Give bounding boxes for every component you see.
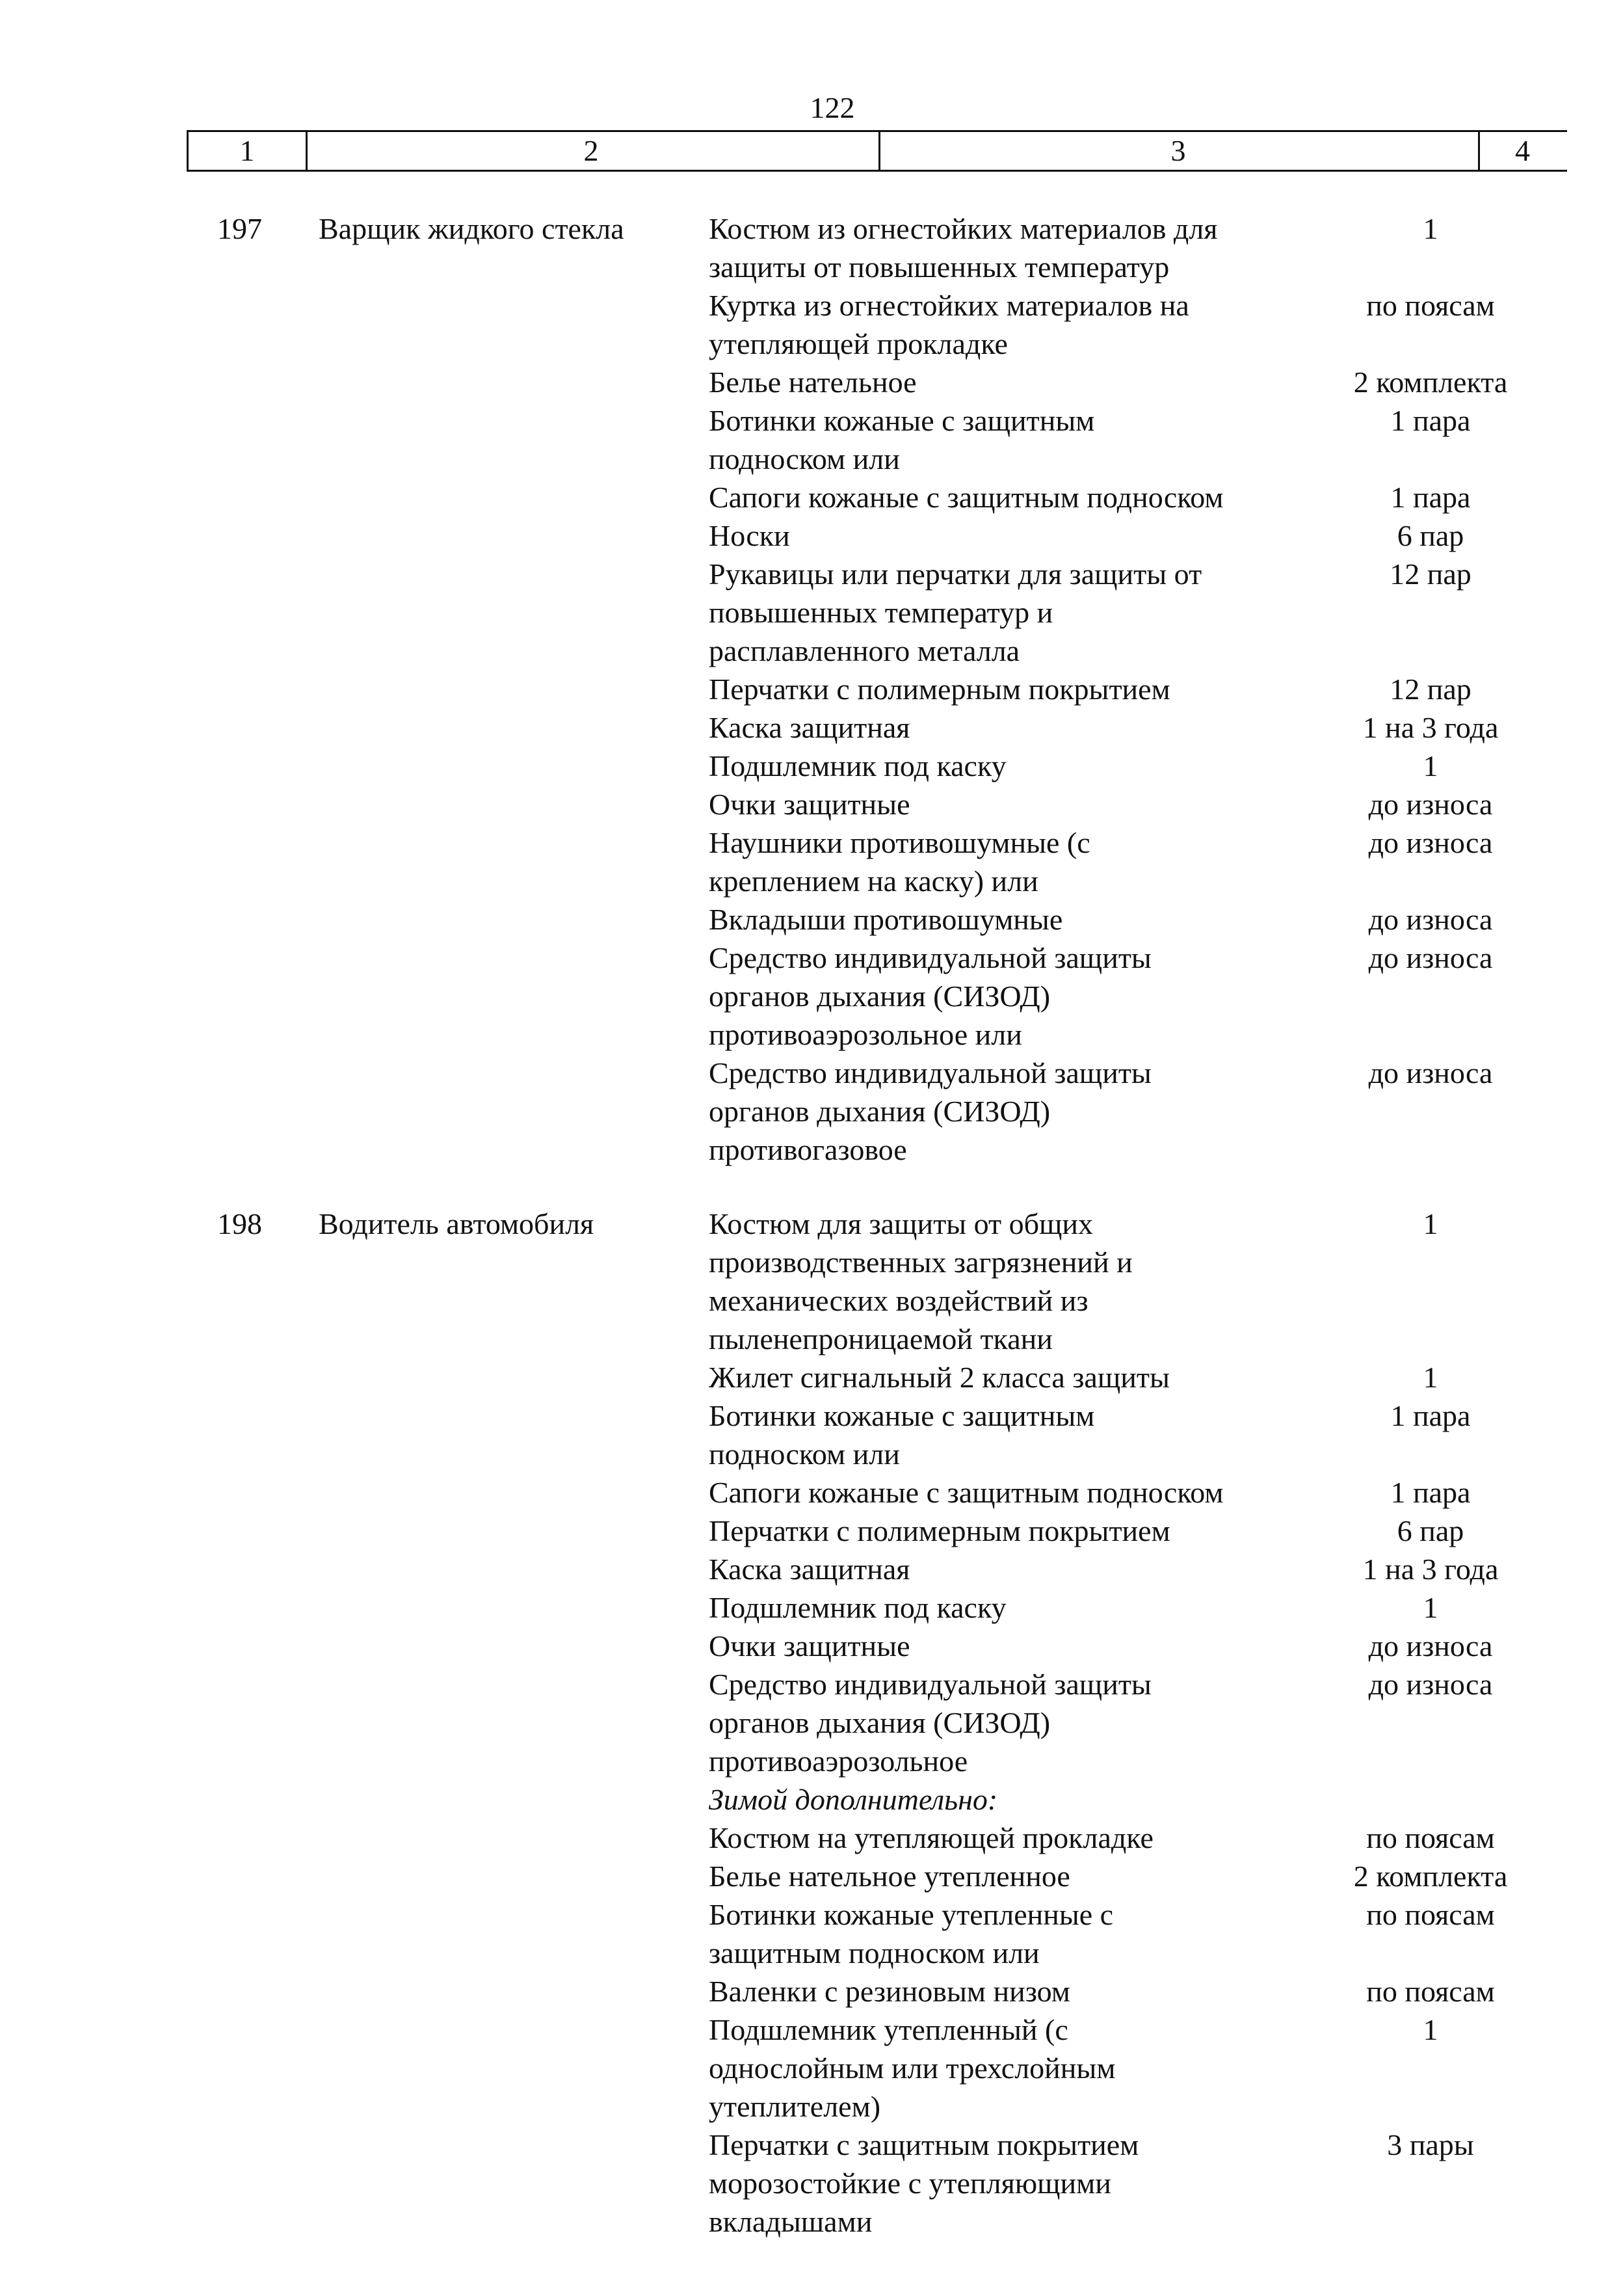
ppe-item: [709, 900, 1580, 939]
ppe-item-quantity: до износа: [1368, 903, 1493, 936]
ppe-item-list: [709, 209, 1580, 1169]
ppe-item-name: Средство индивидуальной защиты органов дыхания (СИЗОД) противоаэрозольное или: [709, 941, 1152, 1051]
ppe-item-name: Костюм для защиты от общих производственных загрязнений и механических воздействий из пыленепроницаемой ткани: [709, 1207, 1133, 1355]
ppe-item-quantity: 2 комплекта: [1353, 1860, 1508, 1893]
ppe-item: [709, 2010, 1580, 2126]
ppe-item-quantity: по поясам: [1366, 1898, 1495, 1931]
ppe-item-name: Средство индивидуальной защиты органов дыхания (СИЗОД) противоаэрозольное: [709, 1668, 1152, 1778]
ppe-item-name: Сапоги кожаные с защитным подноском: [709, 1476, 1224, 1509]
ppe-item-quantity: 1 пара: [1390, 481, 1471, 514]
ppe-item-quantity: 2 комплекта: [1353, 366, 1508, 399]
ppe-item-name: Перчатки с защитным покрытием морозостойкие с утепляющими вкладышами: [709, 2128, 1139, 2238]
ppe-item-quantity: 1 пара: [1390, 1399, 1471, 1432]
ppe-item: [709, 516, 1580, 555]
ppe-item-name: Очки защитные: [709, 788, 910, 821]
ppe-item-name: Валенки с резиновым низом: [709, 1975, 1070, 2008]
ppe-item: [709, 939, 1580, 1054]
ppe-item-quantity: 1 пара: [1390, 1476, 1471, 1509]
ppe-item-quantity: 6 пар: [1397, 1514, 1464, 1547]
ppe-item: [709, 478, 1580, 516]
ppe-item-quantity: 12 пар: [1390, 557, 1471, 591]
ppe-item: [709, 363, 1580, 401]
ppe-item: [709, 1550, 1580, 1588]
ppe-item-name: Костюм из огнестойких материалов для защиты от повышенных температур: [709, 212, 1218, 284]
ppe-item: [709, 555, 1580, 670]
ppe-item: [709, 785, 1580, 823]
ppe-item: [709, 1972, 1580, 2010]
ppe-item: [709, 401, 1580, 478]
header-col-1: 1: [187, 132, 308, 170]
ppe-item-quantity: по поясам: [1366, 289, 1495, 322]
ppe-item-quantity: 1: [1423, 1361, 1438, 1394]
ppe-item: [709, 708, 1580, 747]
profession-name: Варщик жидкого стекла: [319, 212, 624, 245]
ppe-item-quantity: 1: [1423, 212, 1438, 245]
ppe-item-name: Подшлемник утепленный (с однослойным или трехслойным утеплителем): [709, 2013, 1116, 2123]
ppe-item: [709, 1205, 1580, 1358]
ppe-item-name: Сапоги кожаные с защитным подноском: [709, 481, 1224, 514]
ppe-item-quantity: до износа: [1368, 788, 1493, 821]
ppe-item-name: Белье нательное: [709, 366, 917, 399]
header-col-4: 4: [1515, 134, 1530, 167]
ppe-item-quantity: 12 пар: [1390, 673, 1471, 706]
ppe-item-quantity: 1 на 3 года: [1362, 1553, 1499, 1586]
ppe-item-name: Рукавицы или перчатки для защиты от повышенных температур и расплавленного металла: [709, 557, 1202, 667]
ppe-item: [709, 1627, 1580, 1665]
ppe-item-name: Средство индивидуальной защиты органов дыхания (СИЗОД) противогазовое: [709, 1056, 1152, 1166]
ppe-item-quantity: 6 пар: [1397, 519, 1464, 552]
ppe-item-list: [709, 1205, 1580, 2241]
ppe-item: [709, 1396, 1580, 1473]
ppe-item-quantity: до износа: [1368, 941, 1493, 974]
ppe-item: [709, 286, 1580, 363]
ppe-item-name: Каска защитная: [709, 1553, 910, 1586]
ppe-item-quantity: до износа: [1368, 1668, 1493, 1701]
ppe-item: [709, 2126, 1580, 2241]
ppe-item-quantity: до износа: [1368, 1629, 1493, 1662]
row-number: 197: [217, 212, 262, 245]
ppe-item-name: Ботинки кожаные утепленные с защитным подноском или: [709, 1898, 1114, 1969]
ppe-item-quantity: 1 на 3 года: [1362, 711, 1499, 744]
header-col-3: 3: [878, 132, 1480, 170]
ppe-item-name: Жилет сигнальный 2 класса защиты: [709, 1361, 1170, 1394]
ppe-item-name: Очки защитные: [709, 1629, 910, 1662]
ppe-item-quantity: 1: [1423, 1207, 1438, 1240]
page-number: 122: [810, 91, 855, 124]
subheading-text: Зимой дополнительно:: [709, 1783, 998, 1816]
ppe-item-name: Вкладыши противошумные: [709, 903, 1063, 936]
ppe-item: [709, 1588, 1580, 1627]
ppe-item: [709, 747, 1580, 785]
ppe-item-name: Куртка из огнестойких материалов на утепляющей прокладке: [709, 289, 1189, 360]
ppe-item-quantity: до износа: [1368, 1056, 1493, 1089]
ppe-item: [709, 1857, 1580, 1895]
table-header: [187, 130, 1567, 172]
ppe-item-quantity: по поясам: [1366, 1975, 1495, 2008]
ppe-item: [709, 1665, 1580, 1780]
ppe-item-name: Перчатки с полимерным покрытием: [709, 673, 1170, 706]
ppe-item-quantity: 1: [1423, 749, 1438, 782]
ppe-item-name: Перчатки с полимерным покрытием: [709, 1514, 1170, 1547]
row-number: 198: [217, 1207, 262, 1240]
ppe-item-quantity: 3 пары: [1387, 2128, 1474, 2161]
ppe-item-name: Ботинки кожаные с защитным подноском или: [709, 404, 1095, 475]
ppe-item-quantity: 1 пара: [1390, 404, 1471, 437]
ppe-item-name: Носки: [709, 519, 790, 552]
ppe-item-name: Каска защитная: [709, 711, 910, 744]
ppe-item: [709, 670, 1580, 708]
ppe-item: [709, 1819, 1580, 1857]
ppe-item-quantity: по поясам: [1366, 1821, 1495, 1854]
ppe-item-name: Наушники противошумные (с креплением на каску) или: [709, 826, 1090, 898]
ppe-item: [709, 1895, 1580, 1972]
ppe-item: [709, 1054, 1580, 1169]
subheading: [709, 1780, 1580, 1819]
ppe-item-quantity: до износа: [1368, 826, 1493, 859]
ppe-item-name: Белье нательное утепленное: [709, 1860, 1070, 1893]
ppe-item-name: Подшлемник под каску: [709, 749, 1007, 782]
ppe-item-name: Ботинки кожаные с защитным подноском или: [709, 1399, 1095, 1471]
ppe-item-quantity: 1: [1423, 2013, 1438, 2046]
ppe-item: [709, 1512, 1580, 1550]
ppe-item-name: Костюм на утепляющей прокладке: [709, 1821, 1154, 1854]
ppe-item: [709, 209, 1580, 286]
ppe-item-name: Подшлемник под каску: [709, 1591, 1007, 1624]
header-col-2: 2: [304, 132, 880, 170]
ppe-item: [709, 1473, 1580, 1512]
ppe-item-quantity: 1: [1423, 1591, 1438, 1624]
ppe-item: [709, 823, 1580, 900]
profession-name: Водитель автомобиля: [319, 1207, 594, 1240]
ppe-item: [709, 1358, 1580, 1396]
